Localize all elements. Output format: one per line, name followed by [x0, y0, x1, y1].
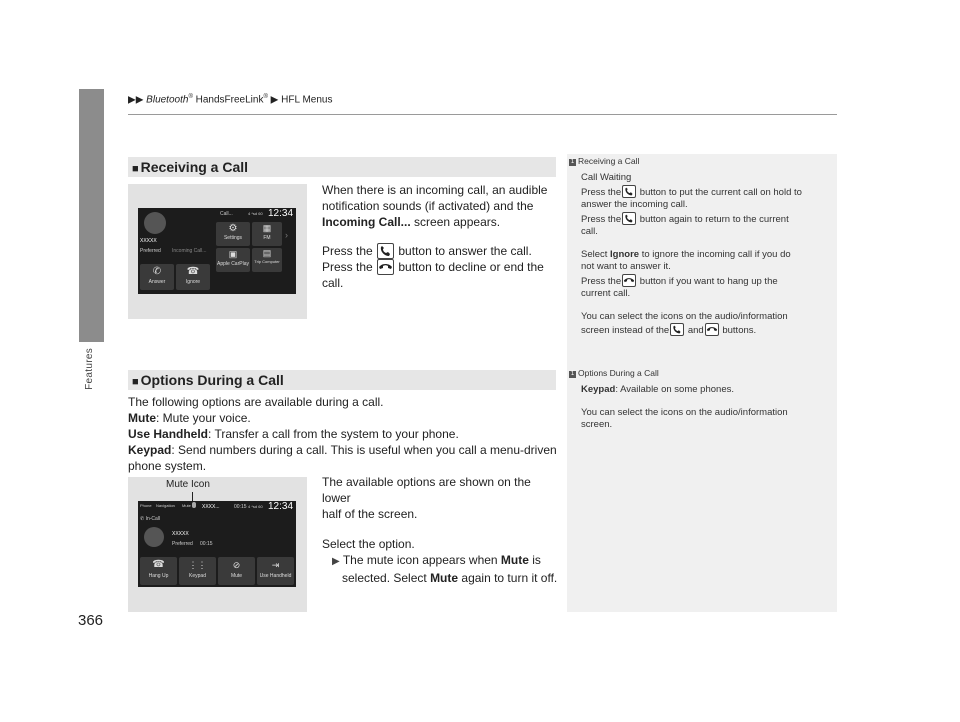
incoming-call-screenshot [128, 184, 307, 319]
in-call-screenshot [128, 477, 307, 612]
mute-icon-callout: Mute Icon [166, 479, 210, 490]
pickup-button-icon [377, 243, 394, 259]
receiving-note: 1 Receiving a Call Call Waiting Press the button to put the current call on hold to answer the incoming call. Press the button again to return to the current call. Select Ignore to ignore the incoming call if you do not want to answer it. Press the button if you want to hang up the current call. You can select the icons on the audio/information screen instead of the and buttons. [570, 156, 802, 336]
breadcrumb-hfl-menus: HFL Menus [281, 94, 333, 106]
in-call-display: Phone Navigation Mute XXXX... 00:15 4 *sd 60 12:34 ✆ In-Call XXXXX Preferred 00:15 ☎ Hang Up ⋮⋮ Keypad ⊘ Mute ⇥ Use Handheld [138, 501, 296, 587]
mic-mute-icon: ⊘ [232, 560, 241, 570]
note-icon: 1 [570, 371, 575, 377]
breadcrumb-arrow: ▶▶ [128, 94, 144, 106]
breadcrumb-arrow-2: ▶ [270, 94, 279, 106]
radio-icon: ▦ [262, 223, 272, 233]
avatar [144, 212, 166, 234]
ignore-button[interactable]: ☎ Ignore [176, 264, 210, 290]
header-rule [128, 114, 837, 115]
keypad-icon: ⋮⋮ [188, 560, 207, 570]
gear-icon: ⚙ [228, 223, 238, 234]
mic-mute-icon [192, 502, 196, 508]
answer-button[interactable]: ✆ Answer [140, 264, 174, 290]
trip-computer-tile[interactable]: ▤ Trip Computer [252, 248, 282, 272]
receiving-body: When there is an incoming call, an audible notification sounds (if activated) and the Incoming Call... screen appears. Press the button to answer the call. Press the button to decline or end the call. [322, 183, 548, 290]
mute-button[interactable]: ⊘ Mute [218, 557, 255, 585]
pickup-button-icon [622, 212, 636, 225]
phone-icon: ✆ [140, 516, 145, 522]
trip-computer-icon: ▤ [262, 248, 272, 258]
carplay-icon: ▣ [228, 249, 238, 259]
clock: 12:34 [268, 501, 294, 512]
use-handheld-button[interactable]: ⇥ Use Handheld [257, 557, 294, 585]
chapter-label: Features [84, 348, 95, 390]
clock: 12:34 [268, 208, 294, 219]
incoming-call-display: Call... 4 *sd 60 12:34 XXXXX Preferred Incoming Call... ⚙ Settings ▦ FM › ▣ Apple CarPlay ▤ Trip Computer ✆ Answer ☎ Ignore [138, 208, 296, 294]
breadcrumb: ▶▶ Bluetooth® HandsFreeLink® ▶ HFL Menus [128, 94, 333, 106]
hang-up-icon: ☎ [186, 266, 200, 277]
chevron-right-icon: › [285, 230, 288, 240]
pickup-button-icon [670, 323, 684, 336]
phone-icon: ✆ [152, 266, 162, 277]
in-call-label: ✆ In-Call [140, 516, 161, 522]
transfer-icon: ⇥ [271, 560, 280, 570]
options-heading: ■ Options During a Call [128, 370, 556, 390]
carplay-tile[interactable]: ▣ Apple CarPlay [216, 248, 250, 272]
hang-up-button-icon [622, 274, 636, 287]
breadcrumb-hfl: HandsFreeLink [192, 94, 264, 106]
hang-up-button-icon [705, 323, 719, 336]
fm-tile[interactable]: ▦ FM [252, 222, 282, 246]
options-body: The available options are shown on the lower half of the screen. Select the option. ▶ The mute icon appears when Mute is selected. Select Mute again to turn it off. [322, 475, 558, 585]
pickup-button-icon [622, 185, 636, 198]
options-intro: The following options are available during a call. Mute: Mute your voice. Use Handheld: Transfer a call from the system to your phone. Keypad: Send numbers during a call. This is useful when you call a menu-driven phone system. [128, 395, 557, 473]
hang-up-button[interactable]: ☎ Hang Up [140, 557, 177, 585]
chapter-tab [79, 89, 104, 342]
note-icon: 1 [570, 159, 575, 165]
keypad-button[interactable]: ⋮⋮ Keypad [179, 557, 216, 585]
result-arrow: ▶ [332, 556, 340, 567]
hang-up-icon: ☎ [152, 559, 165, 570]
options-note: 1 Options During a Call Keypad: Available on some phones. You can select the icons on the audio/information screen. [570, 368, 788, 430]
hang-up-button-icon [377, 259, 394, 275]
avatar [144, 527, 164, 547]
settings-tile[interactable]: ⚙ Settings [216, 222, 250, 246]
receiving-heading: ■ Receiving a Call [128, 157, 556, 177]
breadcrumb-bluetooth: Bluetooth [146, 94, 189, 106]
page-number: 366 [78, 612, 104, 629]
